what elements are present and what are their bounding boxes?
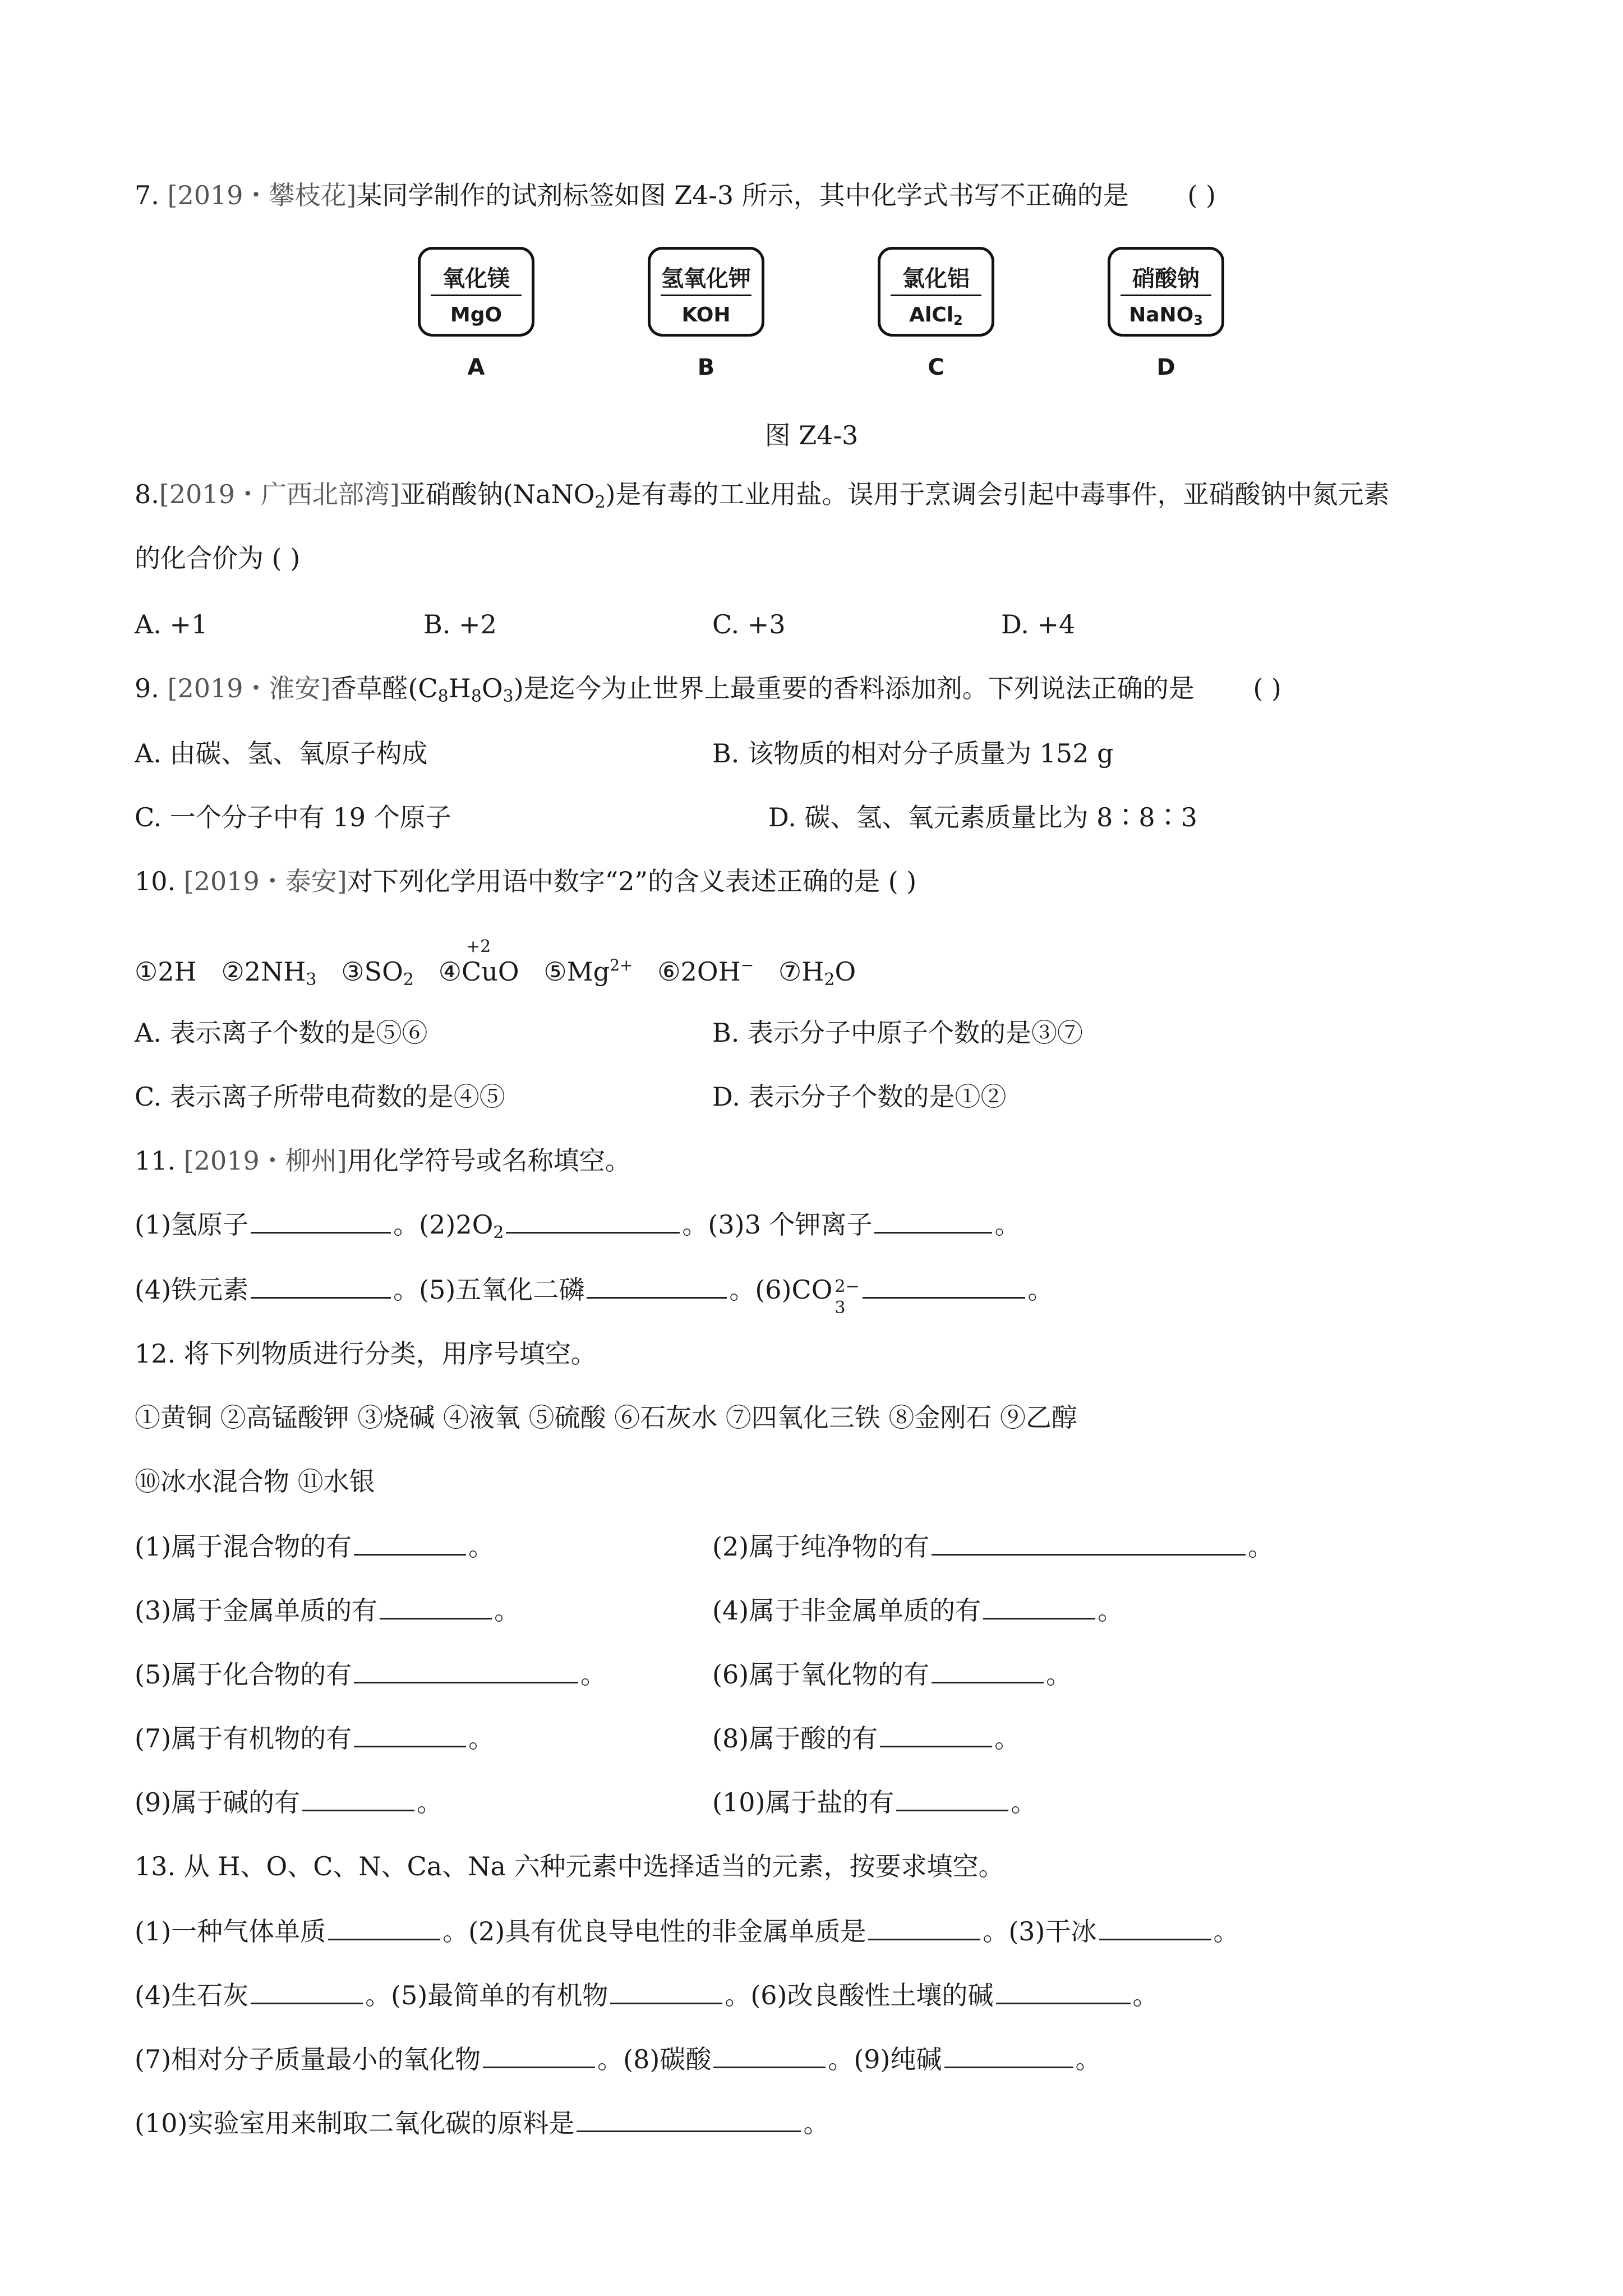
option-a: A. 表示离子个数的是⑤⑥ <box>135 1018 428 1048</box>
answer-blank[interactable] <box>983 1593 1095 1619</box>
option-letter: A <box>467 355 485 380</box>
answer-blank[interactable] <box>302 1785 414 1811</box>
reagent-label-d: 硝酸钠 NaNO$_3$ <box>1108 247 1224 337</box>
answer-blank[interactable] <box>483 2042 595 2068</box>
answer-blank[interactable] <box>354 1657 578 1683</box>
question-13-row-4: (10)实验室用来制取二氧化碳的原料是 。 <box>135 2104 829 2143</box>
answer-blank[interactable] <box>380 1593 492 1619</box>
question-8: 8.[2019・广西北部湾]亚硝酸钠(NaNO$_2$)是有毒的工业用盐。误用于烹调会引起中毒事件，亚硝酸钠中氮元素 <box>135 479 1390 512</box>
question-9: 9. [2019・淮安]香草醛$(C_8H_8O_3)$是迄今为止世界上最重要的香料添加剂。下列说法正确的是 ( ) <box>135 673 1281 706</box>
answer-blank[interactable] <box>874 1207 992 1234</box>
question-12: 12. 将下列物质进行分类，用序号填空。 <box>135 1338 597 1369</box>
answer-paren: ( ) <box>1253 673 1281 703</box>
fill-item: (9)属于碱的有 。 <box>135 1783 442 1822</box>
answer-blank[interactable] <box>506 1207 680 1234</box>
option-c: C. +3 <box>712 609 786 639</box>
substance-list-line-2: ⑩冰水混合物 ⑪水银 <box>135 1466 375 1497</box>
question-11-row-2: (4)铁元素 。(5)五氧化二磷 。(6)CO 2− 3 。 <box>135 1270 1053 1309</box>
fill-item: (10)属于盐的有 。 <box>712 1783 1036 1822</box>
fill-item: (3)属于金属单质的有 。 <box>135 1591 520 1630</box>
valence-mark: +2 <box>466 937 491 956</box>
question-source: [2019・攀枝花] <box>167 180 357 210</box>
reagent-formula: AlCl$_2$ <box>909 303 963 328</box>
reagent-label-c: 氯化铝 AlCl$_2$ <box>878 247 994 337</box>
option-a: A. +1 <box>135 609 208 639</box>
question-11: 11. [2019・柳州]用化学符号或名称填空。 <box>135 1145 631 1176</box>
option-d: D. +4 <box>1001 609 1076 639</box>
answer-blank[interactable] <box>880 1721 992 1747</box>
answer-blank[interactable] <box>1099 1914 1211 1940</box>
answer-blank[interactable] <box>944 2042 1073 2068</box>
answer-blank[interactable] <box>328 1914 440 1940</box>
answer-blank[interactable] <box>251 1978 363 2004</box>
answer-blank[interactable] <box>587 1272 727 1299</box>
fill-item: (4)属于非金属单质的有 。 <box>712 1591 1123 1630</box>
fill-item: (6)属于氧化物的有 。 <box>712 1655 1072 1694</box>
option-a: A. 由碳、氢、氧原子构成 <box>135 738 428 769</box>
option-letter: B <box>697 355 715 380</box>
fill-item: (5)属于化合物的有 。 <box>135 1655 606 1694</box>
fill-item: (2)属于纯净物的有 。 <box>712 1527 1274 1566</box>
question-13-row-1: (1)一种气体单质 。(2)具有优良导电性的非金属单质是 。(3)干冰 。 <box>135 1912 1239 1951</box>
question-text: 某同学制作的试剂标签如图 Z4-3 所示，其中化学式书写不正确的是 <box>356 180 1129 210</box>
answer-blank[interactable] <box>863 1272 1025 1299</box>
question-7: 7. [2019・攀枝花]某同学制作的试剂标签如图 Z4-3 所示，其中化学式书写不正确的是 ( ) <box>135 180 1216 210</box>
question-13-row-2: (4)生石灰 。(5)最简单的有机物 。(6)改良酸性土壤的碱 。 <box>135 1976 1159 2015</box>
answer-blank[interactable] <box>996 1978 1131 2004</box>
option-b: B. 表示分子中原子个数的是③⑦ <box>712 1018 1083 1048</box>
answer-blank[interactable] <box>610 1978 722 2004</box>
substance-list-line-1: ①黄铜 ②高锰酸钾 ③烧碱 ④液氧 ⑤硫酸 ⑥石灰水 ⑦四氧化三铁 ⑧金刚石 ⑨乙醇 <box>135 1402 1077 1433</box>
reagent-formula: NaNO$_3$ <box>1129 303 1203 328</box>
answer-blank[interactable] <box>251 1272 391 1299</box>
option-d: D. 碳、氢、氧元素质量比为 8∶8∶3 <box>768 802 1197 832</box>
option-letter: C <box>928 355 944 380</box>
option-b: B. +2 <box>423 609 497 639</box>
question-13: 13. 从 H、O、C、N、Ca、Na 六种元素中选择适当的元素，按要求填空。 <box>135 1851 1004 1881</box>
option-c: C. 一个分子中有 19 个原子 <box>135 802 451 832</box>
question-8-line-2: 的化合价为 ( ) <box>135 543 301 573</box>
option-c: C. 表示离子所带电荷数的是④⑤ <box>135 1082 505 1112</box>
chemical-symbols-list: ①2H $②2NH_3$ $③SO_2$ ④ +2 CuO $⑤Mg^{2+}$ ⑥2OH− $⑦H_2O$ <box>135 946 856 1000</box>
reagent-formula: MgO <box>450 303 502 326</box>
answer-blank[interactable] <box>896 1785 1008 1811</box>
option-d: D. 表示分子个数的是①② <box>712 1082 1007 1112</box>
answer-blank[interactable] <box>354 1721 466 1747</box>
reagent-formula: KOH <box>681 303 731 326</box>
answer-blank[interactable] <box>932 1529 1246 1556</box>
question-13-row-3: (7)相对分子质量最小的氧化物 。(8)碳酸 。(9)纯碱 。 <box>135 2040 1101 2079</box>
fill-item: (8)属于酸的有 。 <box>712 1719 1020 1758</box>
reagent-label-a: 氧化镁 MgO <box>418 247 534 337</box>
answer-blank[interactable] <box>932 1657 1044 1683</box>
figure-caption: 图 Z4-3 <box>764 420 859 450</box>
option-b: B. 该物质的相对分子质量为 152 g <box>712 738 1114 769</box>
answer-blank[interactable] <box>577 2106 801 2132</box>
answer-paren: ( ) <box>1187 180 1216 210</box>
answer-blank[interactable] <box>868 1914 980 1940</box>
answer-blank[interactable] <box>713 2042 826 2068</box>
answer-blank[interactable] <box>251 1207 391 1234</box>
fill-item: (1)属于混合物的有 。 <box>135 1527 494 1566</box>
fill-item: (7)属于有机物的有 。 <box>135 1719 494 1758</box>
answer-blank[interactable] <box>354 1529 466 1556</box>
answer-paren: ( ) <box>888 866 917 896</box>
question-11-row-1: (1)氢原子 。$(2)2O_2$ 。(3)3 个钾离子 。 <box>135 1205 1020 1253</box>
answer-paren: ( ) <box>271 543 301 573</box>
reagent-label-b: 氢氧化钾 KOH <box>648 247 764 337</box>
question-10: 10. [2019・泰安]对下列化学用语中数字“2”的含义表述正确的是 ( ) <box>135 866 917 896</box>
option-letter: D <box>1156 355 1175 380</box>
